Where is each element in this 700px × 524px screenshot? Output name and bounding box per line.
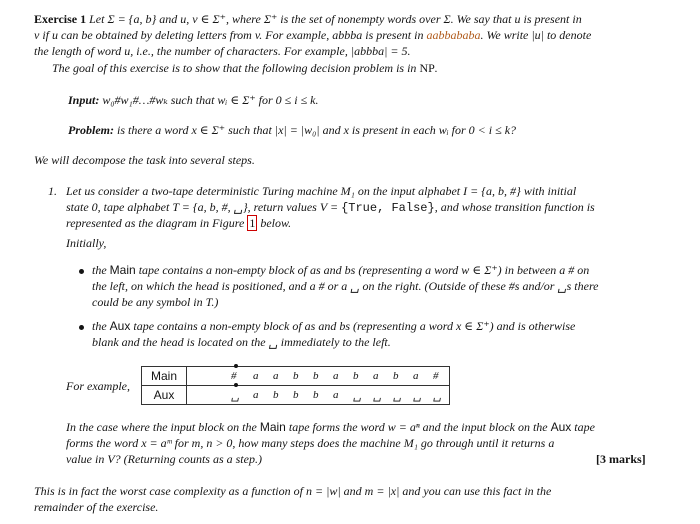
example-label: For example, xyxy=(66,379,130,393)
item1-line-1: Let us consider a two-tape deterministic Turing machine M₁ on the input alphabet I = {a, b, #} with initial xyxy=(66,184,577,198)
problem-line: Problem: is there a word x ∈ Σ⁺ such that |x| = |w₀| and x is present in each wᵢ for 0 < i ≤ k? xyxy=(68,123,517,137)
tape-cell: ␣ xyxy=(231,390,240,402)
exercise-heading: Exercise 1 xyxy=(34,12,87,26)
tape-cell: a xyxy=(253,389,259,401)
intro-line-3: the length of word u, i.e., the number of characters. For example, |abbba| = 5. xyxy=(34,44,411,58)
input-label: Input: xyxy=(68,93,100,107)
main-tape-label: Main xyxy=(142,367,187,386)
question-line-1: In the case where the input block on the Main tape forms the word w = aⁿ and the input block on the Aux tape xyxy=(66,420,595,434)
tape-cell: a xyxy=(373,370,379,382)
tape-cell: b xyxy=(293,370,299,382)
decompose-line: We will decompose the task into several steps. xyxy=(34,153,255,167)
bullet-dot xyxy=(79,325,84,330)
np-class: NP xyxy=(419,61,435,75)
main-tape-term: Main xyxy=(109,263,136,277)
bullet2-line-2: blank and the head is located on the ␣ immediately to the left. xyxy=(92,335,391,349)
tape-cell: a xyxy=(273,370,279,382)
tape-cell: b xyxy=(293,389,299,401)
tape-cell: b xyxy=(313,389,319,401)
tape-cell: a xyxy=(333,370,339,382)
item1-line-3: represented as the diagram in Figure 1 below. xyxy=(66,216,292,230)
highlighted-word: aabbababa xyxy=(426,28,481,42)
bullet-dot xyxy=(79,269,84,274)
intro-line-1: Exercise 1 Let Σ = {a, b} and u, v ∈ Σ⁺, where Σ⁺ is the set of nonempty words over Σ. We say that u is present in xyxy=(34,12,582,26)
intro-line-2: v if u can be obtained by deleting letters from v. For example, abbba is present in aabbababa. We write |u| to denote xyxy=(34,28,592,42)
figure-ref-link[interactable]: 1 xyxy=(249,216,256,230)
tape-cell: b xyxy=(393,370,399,382)
tape-cell: ␣ xyxy=(353,390,362,402)
closing-line-1: This is in fact the worst case complexity as a function of n = |w| and m = |x| and you can use this fact in the xyxy=(34,484,552,498)
tape-cell: ␣ xyxy=(433,390,442,402)
input-line: Input: w₀#w₁#…#wₖ such that wᵢ ∈ Σ⁺ for 0 ≤ i ≤ k. xyxy=(68,93,319,107)
tape-cell: # xyxy=(231,370,237,382)
question-line-2: forms the word x = aᵐ for m, n > 0, how many steps does the machine M₁ go through until it returns a xyxy=(66,436,555,450)
aux-head-marker xyxy=(234,383,238,387)
aux-tape-label: Aux xyxy=(142,386,187,405)
tape-cell: ␣ xyxy=(393,390,402,402)
item-number: 1. xyxy=(48,184,57,198)
problem-label: Problem: xyxy=(68,123,114,137)
tape-cell: a xyxy=(333,389,339,401)
tape-example-table xyxy=(141,366,450,405)
aux-tape-cells xyxy=(187,386,450,405)
tape-cell: ␣ xyxy=(373,390,382,402)
tape-cell: a xyxy=(413,370,419,382)
initially-line: Initially, xyxy=(66,236,107,250)
bullet1-line-2: the left, on which the head is positioned, and a # or a ␣ on the right. (Outside of these #s and/or ␣s there xyxy=(92,279,599,293)
closing-line-2: remainder of the exercise. xyxy=(34,500,159,514)
goal-line: The goal of this exercise is to show that the following decision problem is in NP. xyxy=(52,61,438,75)
item1-line-2: state 0, tape alphabet T = {a, b, #, ␣}, return values V = {True, False}, and whose transition function is xyxy=(66,200,595,215)
bullet1-line-1: the Main tape contains a non-empty block of as and bs (representing a word w ∈ Σ⁺) in between a # on xyxy=(92,263,590,277)
bullet1-line-3: could be any symbol in T.) xyxy=(92,295,219,309)
main-head-marker xyxy=(234,364,238,368)
tape-cell: # xyxy=(433,370,439,382)
return-values: {True, False} xyxy=(341,201,435,215)
tape-cell: b xyxy=(313,370,319,382)
tape-cell: b xyxy=(273,389,279,401)
tape-cell: a xyxy=(253,370,259,382)
question-line-3: value in V? (Returning counts as a step.) xyxy=(66,452,262,466)
tape-cell: b xyxy=(353,370,359,382)
main-tape-cells xyxy=(187,367,450,386)
bullet2-line-1: the Aux tape contains a non-empty block of as and bs (representing a word x ∈ Σ⁺) and is otherwise xyxy=(92,319,576,333)
marks-label: [3 marks] xyxy=(596,452,646,466)
aux-tape-term: Aux xyxy=(109,319,131,333)
tape-cell: ␣ xyxy=(413,390,422,402)
